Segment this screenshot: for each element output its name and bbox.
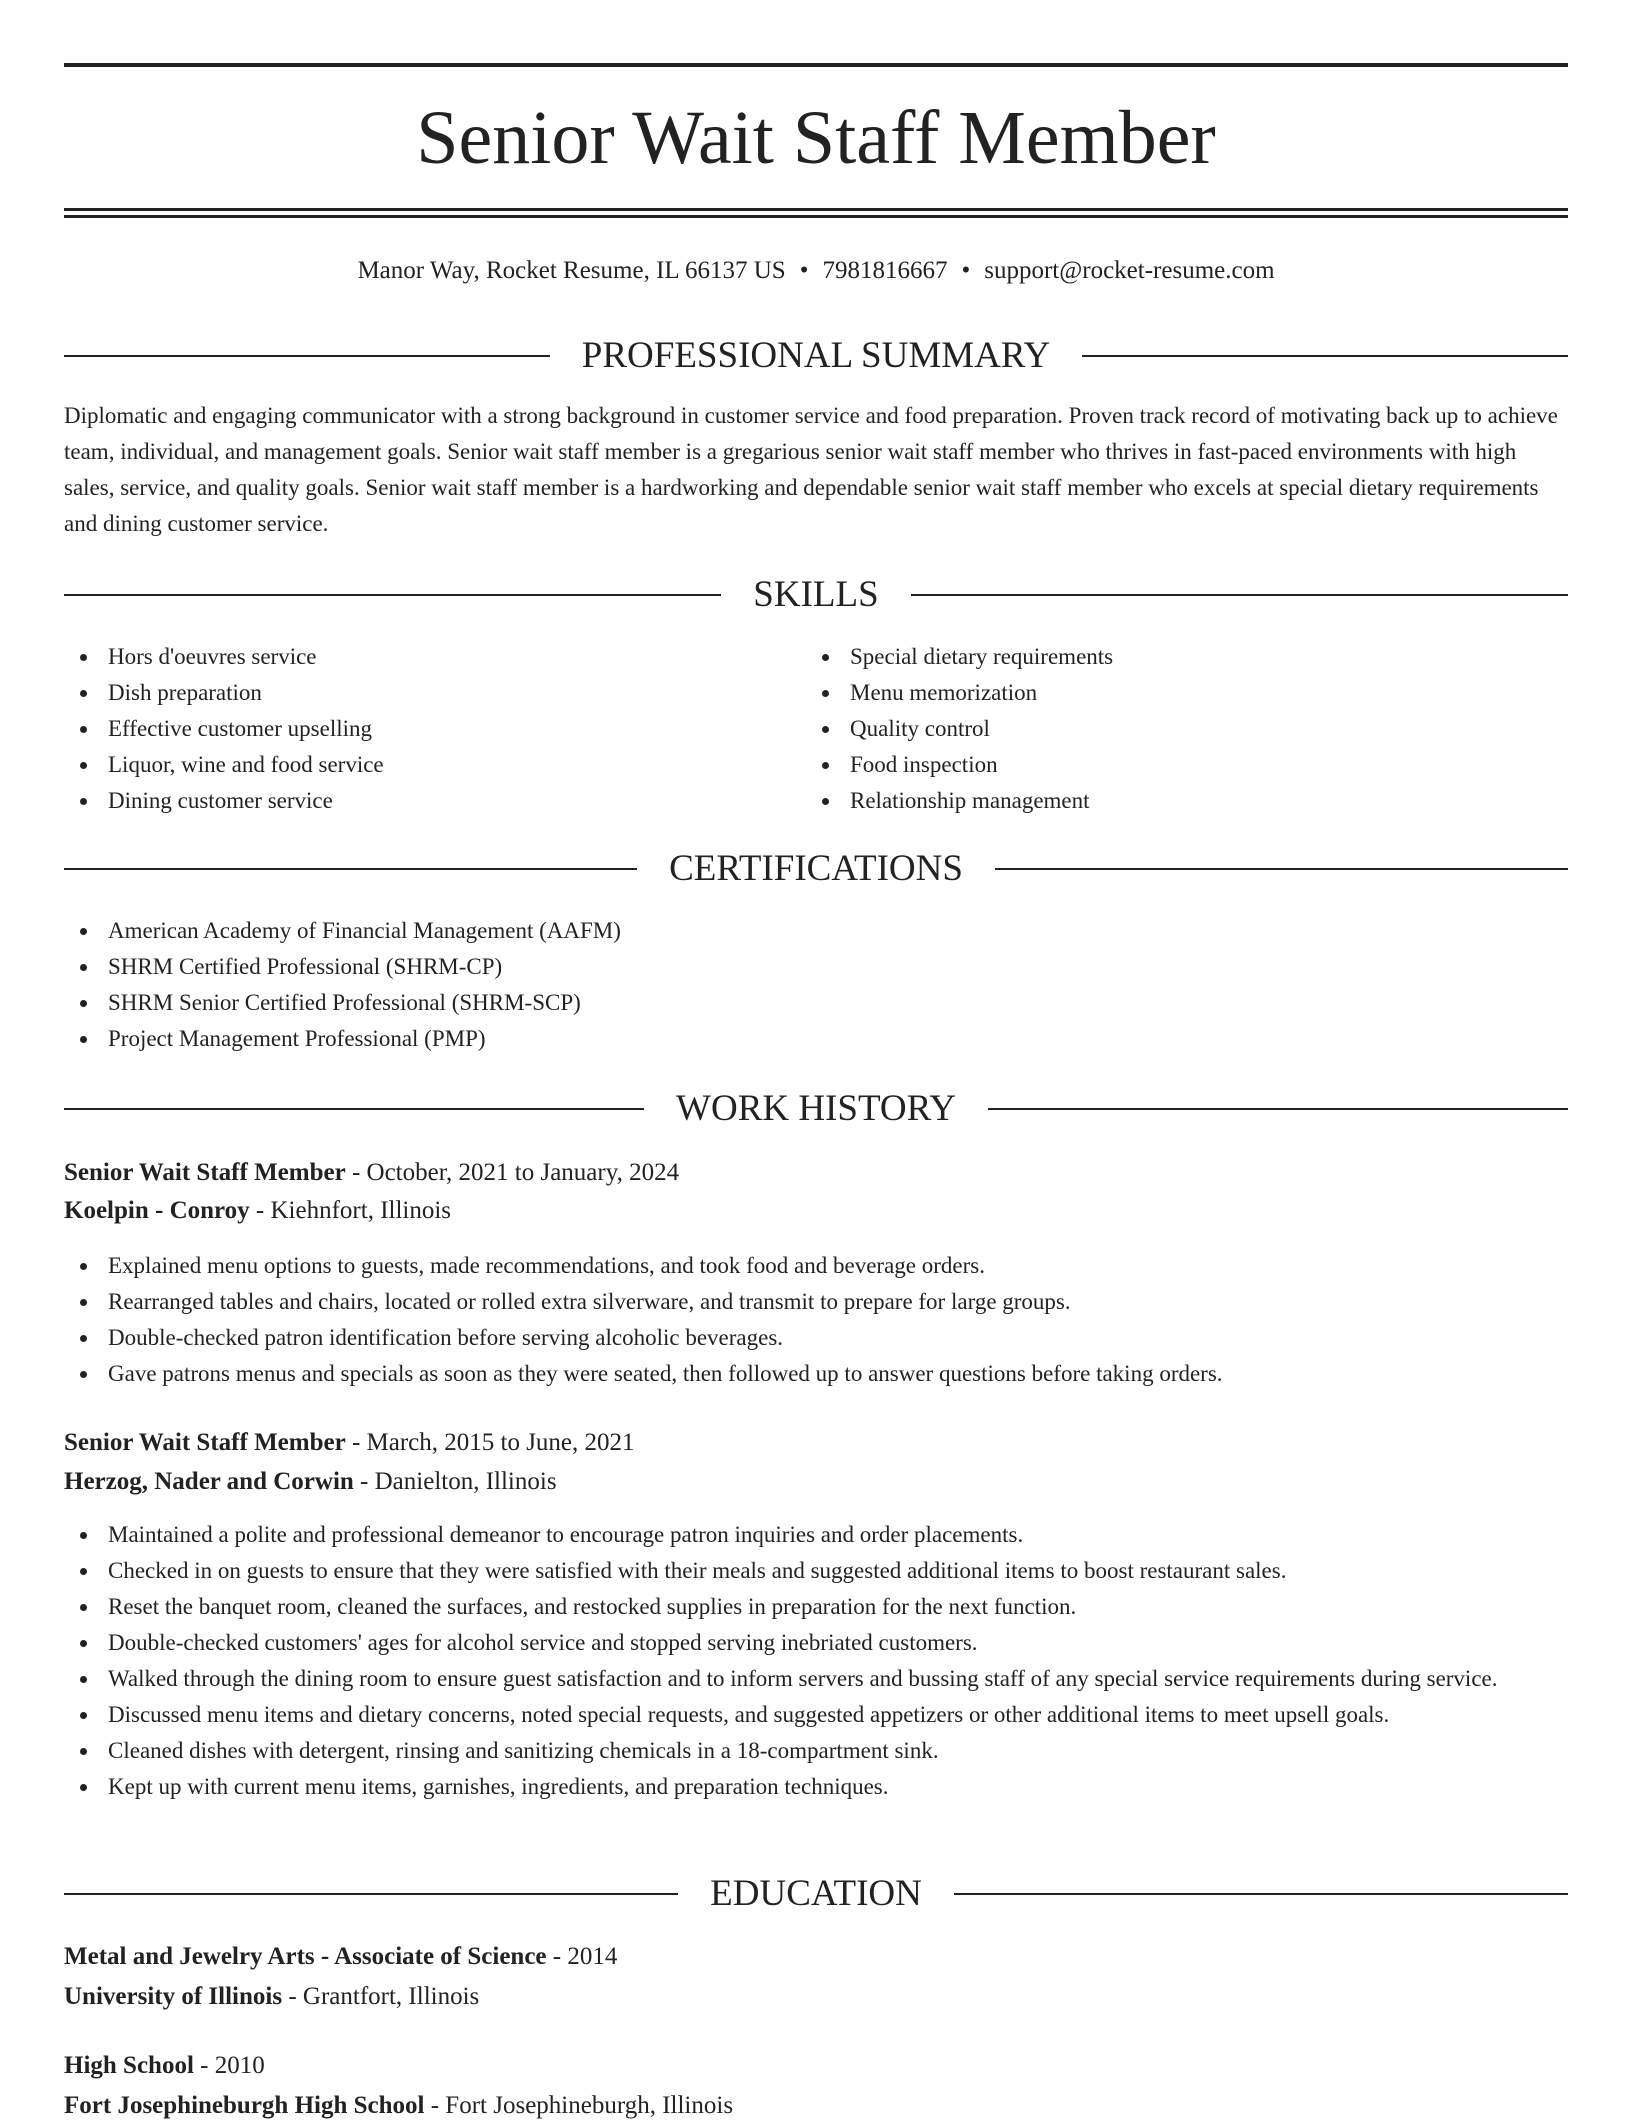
- name-rule-lower: [64, 215, 1568, 218]
- skill-item: Hors d'oeuvres service: [64, 639, 784, 675]
- certification-item: SHRM Senior Certified Professional (SHRM-SCP): [64, 985, 1568, 1021]
- contact-address: Manor Way, Rocket Resume, IL 66137 US: [357, 257, 786, 284]
- education-degree: High School: [64, 2052, 194, 2079]
- certification-item: American Academy of Financial Management (AAFM): [64, 913, 1568, 949]
- certifications-heading: [64, 849, 1568, 889]
- heading-rule: [64, 1893, 678, 1895]
- candidate-name: Senior Wait Staff Member: [416, 96, 1216, 180]
- job-company-line: [64, 1192, 1568, 1230]
- education-location: - Grantfort, Illinois: [282, 1983, 480, 2010]
- education-year: - 2014: [546, 1943, 618, 1970]
- skill-item: Relationship management: [806, 783, 1566, 819]
- contact-phone: 7981816667: [822, 257, 948, 284]
- heading-rule: [64, 355, 550, 357]
- job-duty-item: Cleaned dishes with detergent, rinsing and sanitizing chemicals in a 18-compartment sink.: [64, 1733, 1568, 1769]
- job-company: Herzog, Nader and Corwin: [64, 1468, 354, 1495]
- job-title: Senior Wait Staff Member: [64, 1429, 346, 1456]
- education-degree: Metal and Jewelry Arts - Associate of Science: [64, 1943, 547, 1970]
- job-company: Koelpin - Conroy: [64, 1197, 250, 1224]
- skill-item: Dining customer service: [64, 783, 784, 819]
- certification-item: Project Management Professional (PMP): [64, 1021, 1568, 1057]
- certification-item: SHRM Certified Professional (SHRM-CP): [64, 949, 1568, 985]
- name-rule-upper: [64, 208, 1568, 211]
- heading-rule: [64, 1108, 644, 1110]
- job-title-line: [64, 1154, 1568, 1192]
- job-duty-item: Rearranged tables and chairs, located or rolled extra silverware, and transmit to prepare for large groups.: [64, 1284, 1568, 1320]
- job-duty-item: Gave patrons menus and specials as soon as they were seated, then followed up to answer questions before taking orders.: [64, 1356, 1568, 1392]
- skill-item: Special dietary requirements: [806, 639, 1566, 675]
- education-location: - Fort Josephineburgh, Illinois: [424, 2092, 734, 2119]
- skill-item: Menu memorization: [806, 675, 1566, 711]
- contact-separator: •: [961, 257, 971, 284]
- heading-rule: [64, 594, 721, 596]
- job-duty-item: Maintained a polite and professional demeanor to encourage patron inquiries and order placements.: [64, 1517, 1568, 1553]
- skill-item: Food inspection: [806, 747, 1566, 783]
- heading-rule: [988, 1108, 1568, 1110]
- heading-rule: [954, 1893, 1568, 1895]
- job-duty-item: Discussed menu items and dietary concerns, noted special requests, and suggested appetizers or other additional items to meet upsell goals.: [64, 1697, 1568, 1733]
- job-duty-item: Double-checked patron identification before serving alcoholic beverages.: [64, 1320, 1568, 1356]
- job-dates: - October, 2021 to January, 2024: [345, 1159, 680, 1186]
- contact-separator: •: [799, 257, 809, 284]
- job-dates: - March, 2015 to June, 2021: [345, 1429, 635, 1456]
- education-school-line: [64, 1978, 1568, 2016]
- heading-rule: [1082, 355, 1568, 357]
- top-rule: [64, 63, 1568, 67]
- job-title: Senior Wait Staff Member: [64, 1159, 346, 1186]
- education-school-line: [64, 2087, 1568, 2125]
- section-title: WORK HISTORY: [676, 1088, 956, 1129]
- job-duty-item: Explained menu options to guests, made recommendations, and took food and beverage orders.: [64, 1248, 1568, 1284]
- section-title: EDUCATION: [710, 1873, 922, 1914]
- section-title: PROFESSIONAL SUMMARY: [581, 335, 1051, 376]
- job-duty-item: Checked in on guests to ensure that they were satisfied with their meals and suggested additional items to boost restaurant sales.: [64, 1553, 1568, 1589]
- job-duty-item: Kept up with current menu items, garnishes, ingredients, and preparation techniques.: [64, 1769, 1568, 1805]
- job-location: - Danielton, Illinois: [353, 1468, 557, 1495]
- skill-item: Quality control: [806, 711, 1566, 747]
- summary-heading: [64, 336, 1568, 376]
- job-duty-item: Double-checked customers' ages for alcohol service and stopped serving inebriated customers.: [64, 1625, 1568, 1661]
- contact-line: [64, 254, 1568, 288]
- contact-email[interactable]: support@rocket-resume.com: [984, 257, 1275, 284]
- heading-rule: [64, 868, 637, 870]
- education-year: - 2010: [193, 2052, 265, 2079]
- job-company-line: [64, 1463, 1568, 1501]
- certifications-list: [64, 913, 1568, 1057]
- work-heading: [64, 1089, 1568, 1129]
- section-title: CERTIFICATIONS: [669, 848, 963, 889]
- job-duties-list: [64, 1517, 1568, 1805]
- job-title-line: [64, 1424, 1568, 1462]
- job-location: - Kiehnfort, Illinois: [249, 1197, 452, 1224]
- heading-rule: [911, 594, 1568, 596]
- section-title: SKILLS: [753, 574, 879, 615]
- job-duty-item: Reset the banquet room, cleaned the surfaces, and restocked supplies in preparation for the next function.: [64, 1589, 1568, 1625]
- education-school: University of Illinois: [64, 1983, 283, 2010]
- job-duties-list: [64, 1248, 1568, 1392]
- job-duty-item: Walked through the dining room to ensure guest satisfaction and to inform servers and bussing staff of any special service requirements during service.: [64, 1661, 1568, 1697]
- skills-heading: [64, 575, 1568, 615]
- education-heading: [64, 1874, 1568, 1914]
- education-school: Fort Josephineburgh High School: [64, 2092, 425, 2119]
- summary-text: Diplomatic and engaging communicator with a strong background in customer service and food preparation. Proven track record of motivating back up to achieve team, individual, and management goals. Senior wait staff member is a gregarious senior wait staff member who thrives in fast-paced environments with high sales, service, and quality goals. Senior wait staff member is a hardworking and dependable senior wait staff member who excels at special dietary requirements and dining customer service.: [64, 403, 1558, 536]
- skills-list-left: [64, 639, 784, 819]
- education-degree-line: [64, 2047, 1568, 2085]
- heading-rule: [995, 868, 1568, 870]
- skill-item: Effective customer upselling: [64, 711, 784, 747]
- education-degree-line: [64, 1938, 1568, 1976]
- skill-item: Dish preparation: [64, 675, 784, 711]
- skills-list-right: [806, 639, 1566, 819]
- skill-item: Liquor, wine and food service: [64, 747, 784, 783]
